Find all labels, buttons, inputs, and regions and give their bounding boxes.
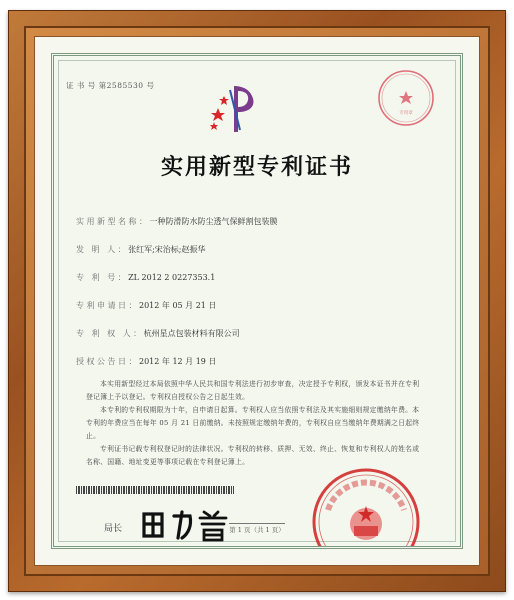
field-patentee	[76, 328, 240, 339]
field-value: 张红军;宋治标;赵振华	[128, 245, 206, 254]
body-paragraph-1: 本实用新型经过本局依照中华人民共和国专利法进行初步审查，决定授予专利权，颁发本证书并在专利登记簿上予以登记。专利权自授权公告之日起生效。	[86, 380, 420, 401]
field-inventors	[76, 244, 205, 255]
field-utility-model-name	[76, 216, 278, 227]
field-value: ZL 2012 2 0227353.1	[128, 273, 216, 282]
patent-certificate	[51, 53, 463, 568]
logo-star-3	[210, 122, 218, 130]
page-number-text: 第 1 页（共 1 页）	[229, 523, 285, 534]
field-label: 专 利 号：	[76, 273, 129, 282]
page-number	[54, 523, 460, 534]
field-label: 授权公告日：	[76, 357, 139, 366]
body-paragraph-2: 本专利的专利权期限为十年，自申请日起算。专利权人应当依照专利法及其实施细则规定缴纳年费。本专利的年费应当在每年 05 月 21 日前缴纳。未按照规定缴纳年费的，专利权自应当缴纳年费期满之日起终止。	[86, 406, 420, 440]
field-value: 2012 年 12 月 19 日	[139, 357, 217, 366]
field-value: 杭州星点包装材料有限公司	[143, 329, 240, 338]
patent-office-logo	[204, 78, 262, 136]
logo-p-mark	[234, 86, 253, 132]
field-label: 专 利 权 人：	[76, 329, 144, 338]
svg-text:专用章: 专用章	[399, 111, 413, 116]
field-label: 实用新型名称：	[76, 217, 150, 226]
picture-frame	[8, 10, 506, 592]
logo-star-2	[219, 96, 229, 105]
body-paragraph-3: 专利证书记载专利权登记时的法律状况。专利权的转移、质押、无效、终止、恢复和专利权人的姓名或名称、国籍、地址变更等事项记载在专利登记簿上。	[86, 445, 420, 466]
director-label: 局长	[104, 524, 123, 534]
official-seal: 专利局	[310, 466, 422, 549]
field-patent-number	[76, 272, 215, 283]
field-label: 发 明 人：	[76, 245, 129, 254]
certificate-title: 实用新型专利证书	[160, 154, 353, 180]
barcode	[76, 486, 234, 494]
company-stamp	[376, 68, 436, 128]
certificate-body-text	[86, 378, 426, 469]
field-application-date	[76, 300, 216, 311]
frame-mat	[34, 36, 480, 566]
certificate-number: 证 书 号 第2585530 号	[66, 81, 155, 90]
field-label: 专利申请日：	[76, 301, 139, 310]
field-grant-date	[76, 356, 216, 367]
field-value: 2012 年 05 月 21 日	[139, 301, 217, 310]
logo-star-1	[211, 108, 225, 121]
frame-inner-border	[24, 26, 490, 576]
field-value: 一种防滑防水防尘透气保鲜割包装膜	[149, 217, 278, 226]
